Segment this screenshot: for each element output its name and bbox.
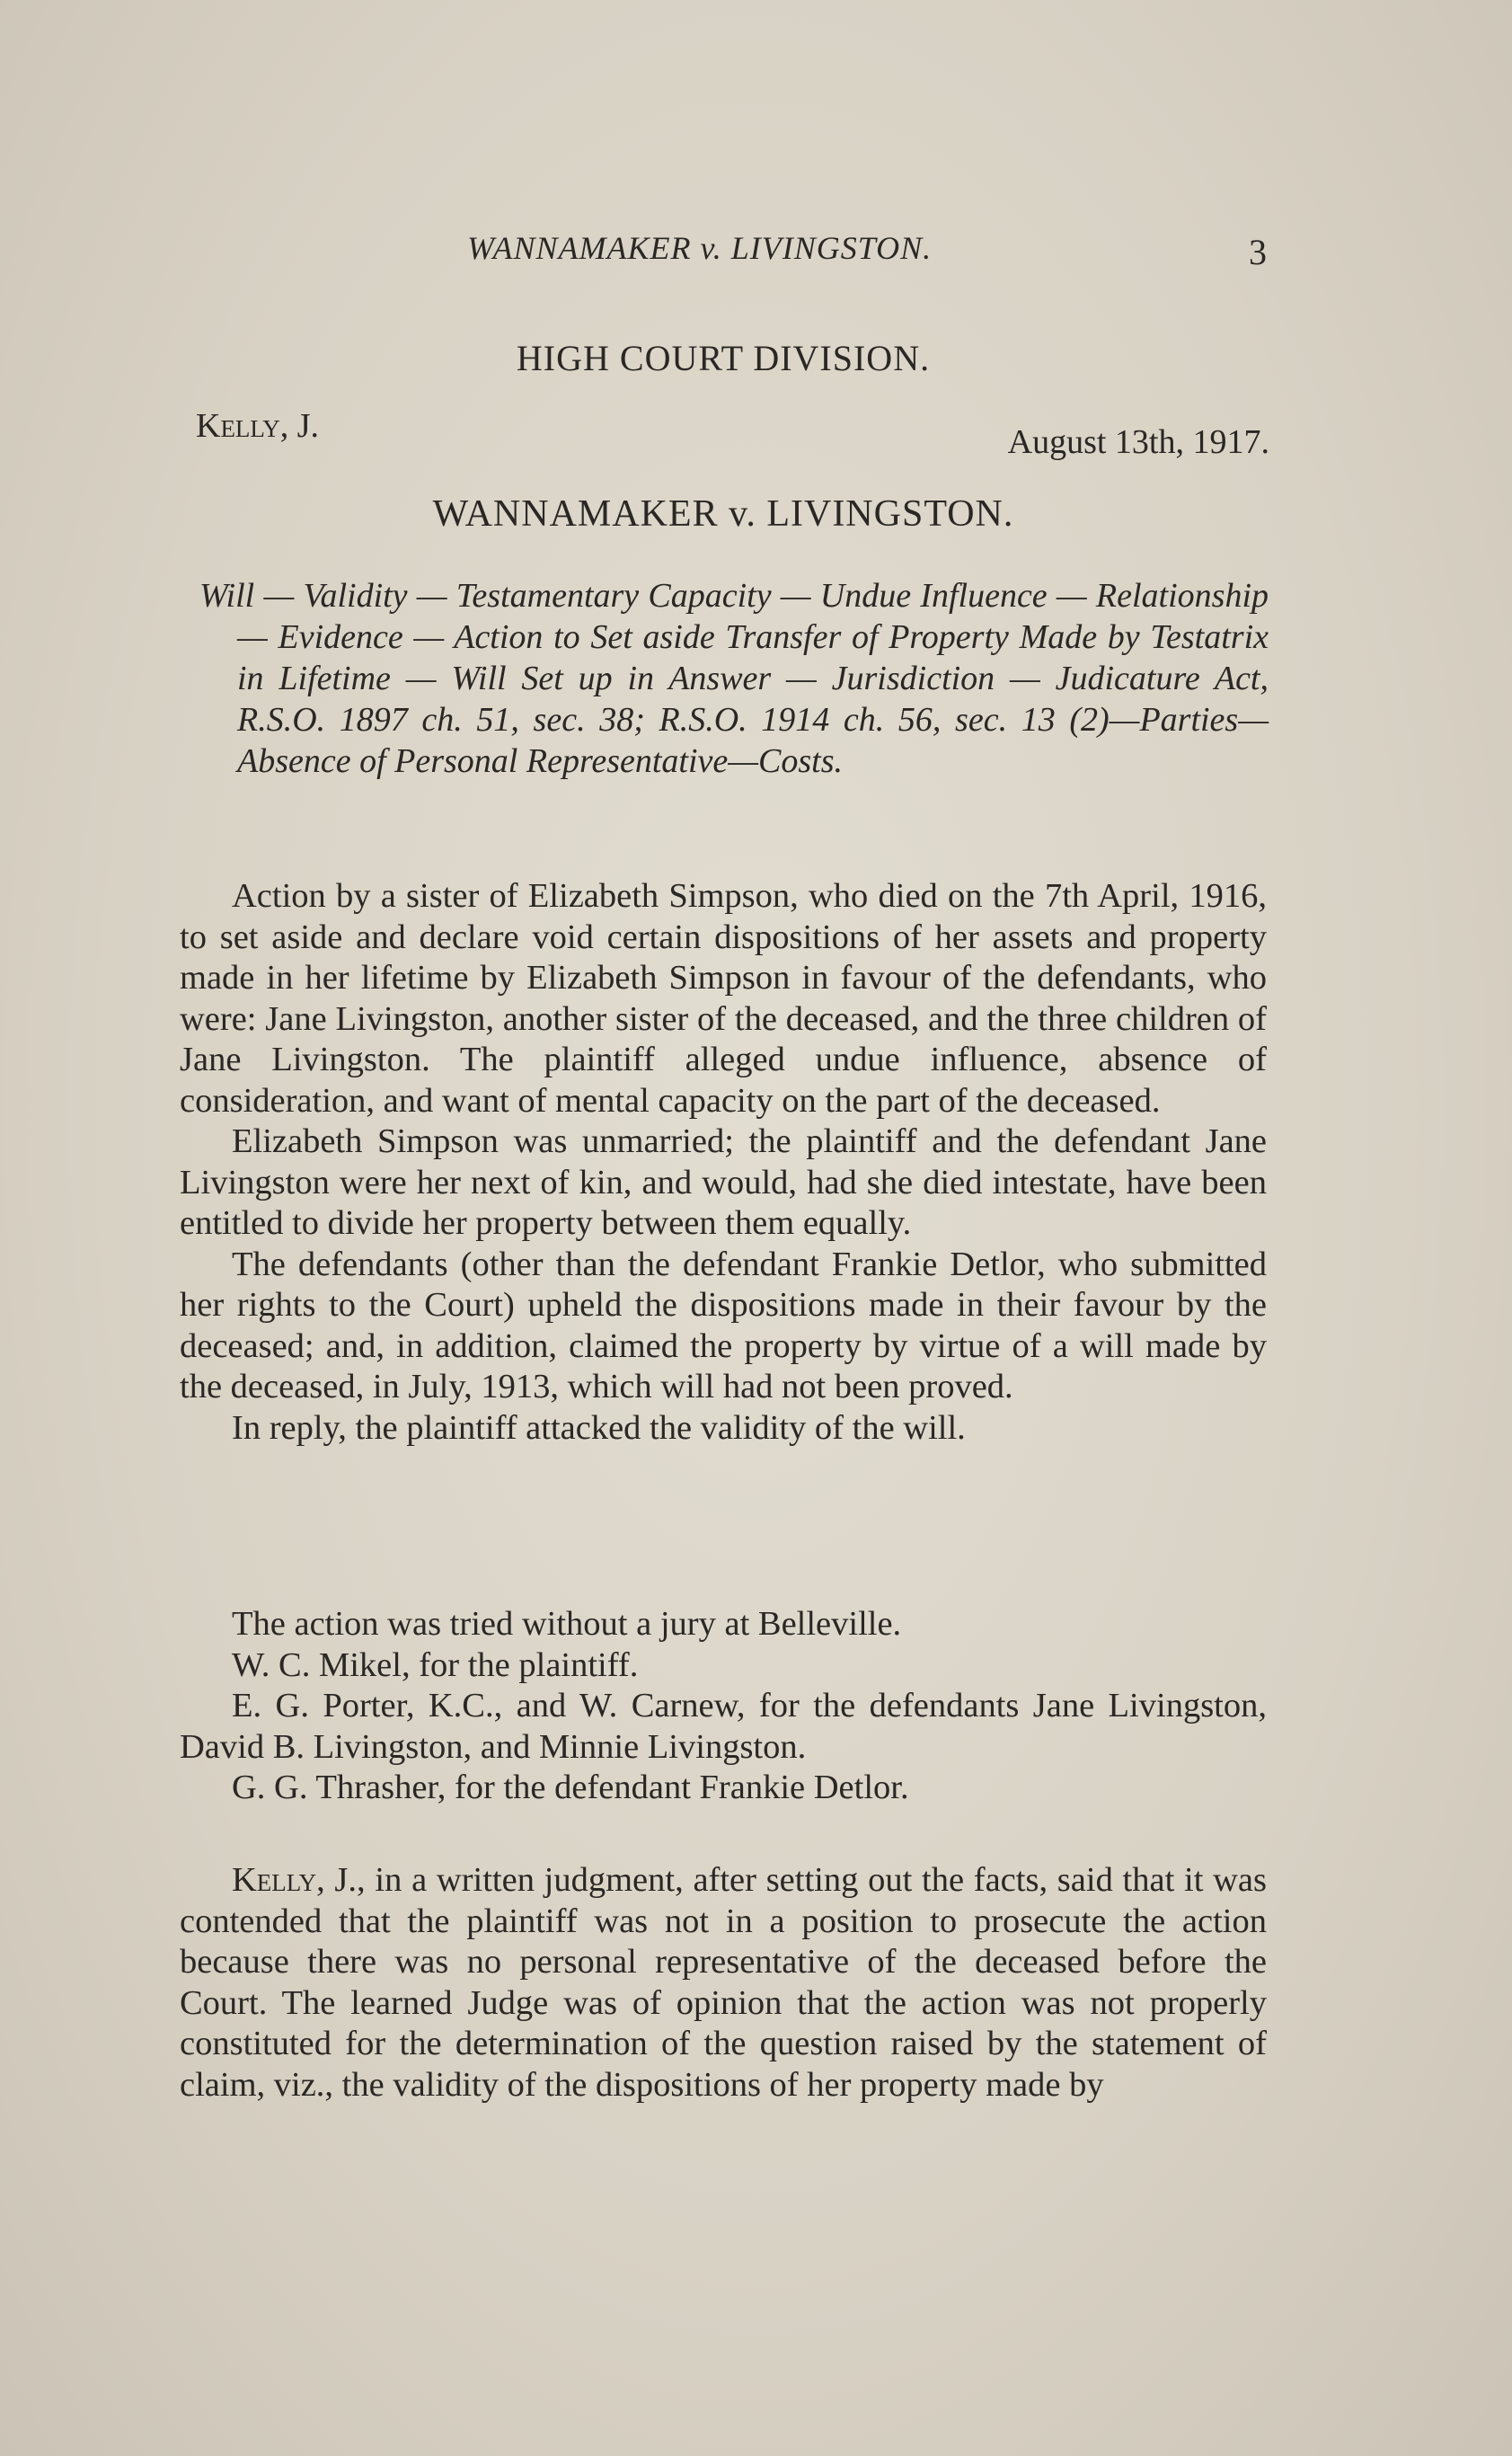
facts-paragraph: Elizabeth Simpson was unmarried; the plaintiff and the defendant Jane Livingston were her next of kin, and would, had she died intestate, have been entitled to divide her property between them equally. [180,1122,1267,1242]
judgment-date: August 13th, 1917. [1007,423,1269,461]
facts-paragraph: Action by a sister of Elizabeth Simpson, who died on the 7th April, 1916, to set aside and declare void certain dispositions of her assets and property made in her lifetime by Elizabeth Simpson in favour of the defendants, who were: Jane Livingston, another sister of the deceased, and the three children of Jane Livingston. The plaintiff alleged undue influence, absence of consideration, and want of mental capacity on the part of the deceased. [180,877,1267,1120]
judgment-text: , in a written judgment, after setting out the facts, said that it was contended that the plaintiff was not in a position to prosecute the action because there was no personal representative of the deceased before the Court. The learned Judge was of opinion that the action was not properly constituted for the determination of the question raised by the statement of claim, viz., the validity of the dispositions of her property made by [180,1861,1267,2104]
trial-section [180,1604,1267,1809]
court-division-heading: HIGH COURT DIVISION. [516,338,931,378]
judge-name: Kelly, J. [196,407,320,445]
headnote: Will — Validity — Testamentary Capacity — Undue Influence — Relationship — Evidence — Action to Set aside Transfer of Property Made by Testatrix in Lifetime — Will Set up in Answer — Jurisdiction — Judicature Act, R.S.O. 1897 ch. 51, sec. 38; R.S.O. 1914 ch. 56, sec. 13 (2)—Parties—Absence of Personal Representative—Costs. [199,577,1269,780]
running-head [180,229,1267,274]
judgment-judge: Kelly, J. [232,1861,358,1899]
counsel-line: W. C. Mikel, for the plaintiff. [232,1645,639,1684]
facts-paragraph: The defendants (other than the defendant Frankie Detlor, who submitted her rights to the Court) upheld the dispositions made in their favour by the deceased; and, in addition, claimed the property by virtue of a will made by the deceased, in July, 1913, which will had not been proved. [180,1245,1267,1405]
counsel-line: E. G. Porter, K.C., and W. Carnew, for the defendants Jane Livingston, David B. Livingston, and Minnie Livingston. [180,1687,1267,1766]
facts-paragraph: In reply, the plaintiff attacked the validity of the will. [232,1408,966,1447]
trial-line: The action was tried without a jury at Belleville. [232,1605,902,1643]
facts-section [180,876,1267,1449]
counsel-line: G. G. Thrasher, for the defendant Frankie Detlor. [232,1769,909,1806]
running-title: WANNAMAKER v. LIVINGSTON. [467,230,933,266]
judgment-section [180,1860,1267,2106]
judgment-paragraph [180,1860,1267,2106]
case-title: WANNAMAKER v. LIVINGSTON. [432,493,1014,535]
page-number: 3 [1249,232,1267,272]
